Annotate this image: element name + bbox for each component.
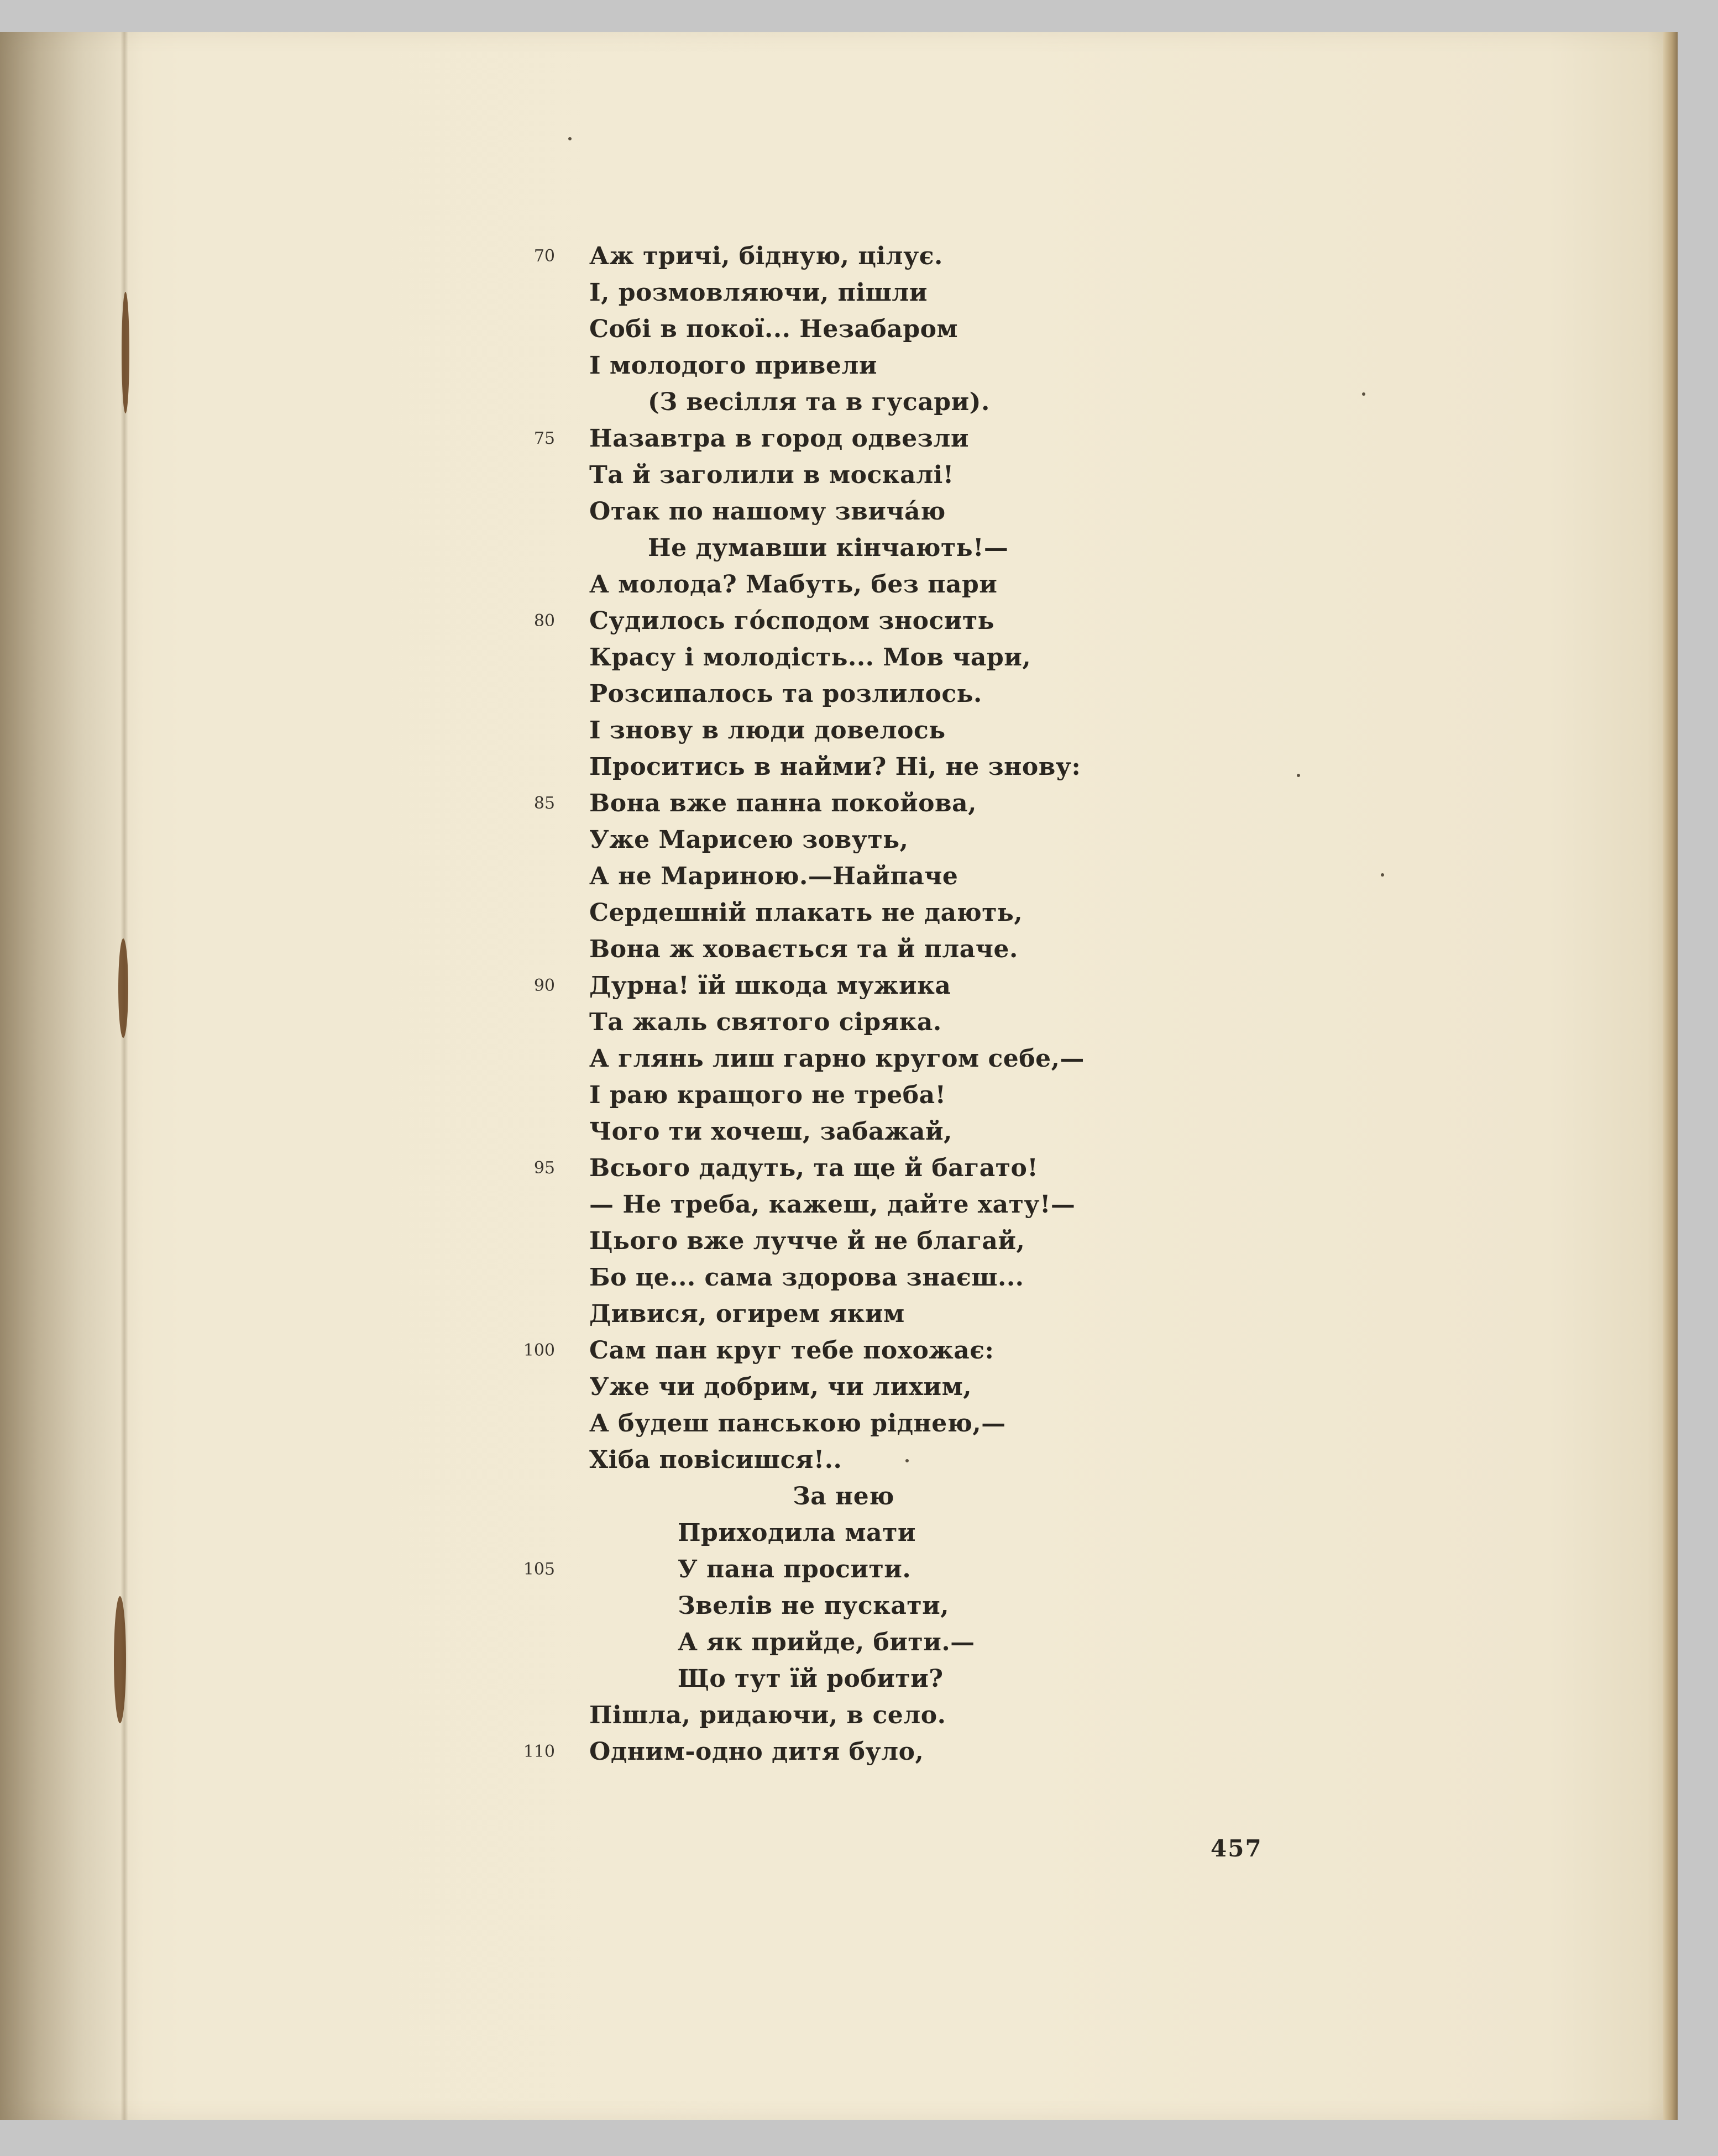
verse-line (0, 822, 1327, 858)
verse-text: Хіба повісишся!.. (589, 1446, 842, 1474)
verse-text: Уже Марисею зовуть, (589, 826, 909, 854)
verse-text: А глянь лиш гарно кругом себе,— (589, 1045, 1085, 1073)
verse-text: Одним-одно дитя було, (589, 1738, 924, 1766)
verse-text: Дивися, огирем яким (589, 1300, 905, 1328)
verse-line (0, 457, 1327, 494)
verse-text: Та й заголили в москалі! (589, 461, 954, 489)
verse-line (0, 530, 1327, 566)
verse-line (0, 749, 1327, 785)
verse-text: Аж тричі, бідную, цілує. (589, 242, 943, 270)
verse-text: Що тут їй робити? (678, 1665, 944, 1693)
verse-text: Не думавши кінчають!— (648, 534, 1009, 562)
verse-line (0, 1734, 1327, 1770)
verse-line (0, 494, 1327, 530)
verse-line (0, 1260, 1327, 1296)
verse-text: — Не треба, кажеш, дайте хату!— (589, 1190, 1076, 1219)
verse-text: Уже чи добрим, чи лихим, (589, 1373, 972, 1401)
verse-text: Та жаль святого сіряка. (589, 1008, 942, 1036)
verse-line (0, 1405, 1327, 1442)
verse-line (0, 1333, 1327, 1369)
verse-text: Назавтра в город одвезли (589, 424, 970, 453)
page-edge (1663, 32, 1678, 2120)
verse-line (0, 1150, 1327, 1187)
verse-line (0, 1551, 1327, 1588)
verse-line (0, 858, 1327, 895)
verse-line (0, 1442, 1327, 1478)
line-number: 70 (533, 246, 555, 266)
verse-text: Отак по нашому звичáю (589, 497, 946, 526)
verse-line (0, 1661, 1327, 1697)
verse-line (0, 1077, 1327, 1114)
verse-line (0, 1588, 1327, 1624)
verse-text: А як прийде, бити.— (678, 1628, 975, 1656)
verse-line (0, 676, 1327, 712)
line-number: 105 (523, 1560, 555, 1579)
verse-line (0, 785, 1327, 822)
verse-text: У пана просити. (678, 1555, 912, 1583)
verse-text: Проситись в найми? Ні, не знову: (589, 753, 1081, 781)
verse-line (0, 1369, 1327, 1405)
verse-text: І молодого привели (589, 352, 877, 380)
verse-text: А молода? Мабуть, без пари (589, 570, 998, 599)
verse-text: Собі в покої... Незабаром (589, 315, 958, 343)
page-number: 457 (1211, 1835, 1263, 1862)
verse-text: Сердешній плакать не дають, (589, 899, 1023, 927)
verse-text: Вона вже панна покойова, (589, 789, 977, 817)
paper-speck (1381, 873, 1384, 877)
verse-text: І, розмовляючи, пішли (589, 279, 928, 307)
book-page (0, 32, 1678, 2120)
verse-text: І знову в люди довелось (589, 716, 946, 744)
verse-text: (З весілля та в гусари). (648, 388, 990, 416)
line-number: 75 (533, 429, 555, 448)
verse-line (0, 931, 1327, 968)
verse-line (0, 348, 1327, 384)
verse-line (0, 1114, 1327, 1150)
verse-line (0, 311, 1327, 348)
verse-line (0, 1624, 1327, 1661)
paper-speck (1362, 392, 1365, 396)
verse-text: За нею (793, 1482, 894, 1510)
paper-speck (568, 137, 572, 140)
line-number: 85 (533, 794, 555, 813)
verse-line (0, 421, 1327, 457)
verse-text: А будеш панською ріднею,— (589, 1409, 1006, 1438)
verse-line (0, 1515, 1327, 1551)
verse-line (0, 384, 1327, 421)
verse-line (0, 1004, 1327, 1041)
verse-text: І раю кращого не треба! (589, 1081, 946, 1109)
verse-line (0, 1223, 1327, 1260)
verse-text: Дурна! їй шкода мужика (589, 972, 951, 1000)
verse-text: Красу і молодість... Мов чари, (589, 643, 1031, 672)
line-number: 110 (523, 1742, 555, 1761)
verse-line (0, 1478, 1327, 1515)
verse-line (0, 238, 1327, 275)
verse-text: Пішла, ридаючи, в село. (589, 1701, 946, 1729)
verse-text: Всього дадуть, та ще й багато! (589, 1154, 1039, 1182)
verse-text: Звелів не пускати, (678, 1592, 950, 1620)
verse-text: А не Мариною.—Найпаче (589, 862, 958, 890)
line-number: 95 (533, 1158, 555, 1178)
verse-text: Розсипалось та розлилось. (589, 680, 982, 708)
verse-line (0, 1296, 1327, 1333)
verse-line (0, 712, 1327, 749)
verse-text: Вона ж ховається та й плаче. (589, 935, 1018, 963)
verse-line (0, 968, 1327, 1004)
verse-line (0, 639, 1327, 676)
verse-line (0, 1041, 1327, 1077)
verse-line (0, 895, 1327, 931)
verse-text: Приходила мати (678, 1519, 916, 1547)
verse-text: Чого ти хочеш, забажай, (589, 1118, 952, 1146)
verse-line (0, 603, 1327, 639)
verse-text: Цього вже лучче й не благай, (589, 1227, 1025, 1255)
verse-text: Сам пан круг тебе похожає: (589, 1336, 994, 1365)
line-number: 90 (533, 976, 555, 995)
verse-text: Бо це... сама здорова знаєш... (589, 1263, 1024, 1292)
line-number: 100 (523, 1341, 555, 1360)
verse-line (0, 1697, 1327, 1734)
verse-line (0, 1187, 1327, 1223)
verse-line (0, 275, 1327, 311)
line-number: 80 (533, 611, 555, 631)
verse-text: Судилось гóсподом зносить (589, 607, 995, 635)
verse-line (0, 566, 1327, 603)
